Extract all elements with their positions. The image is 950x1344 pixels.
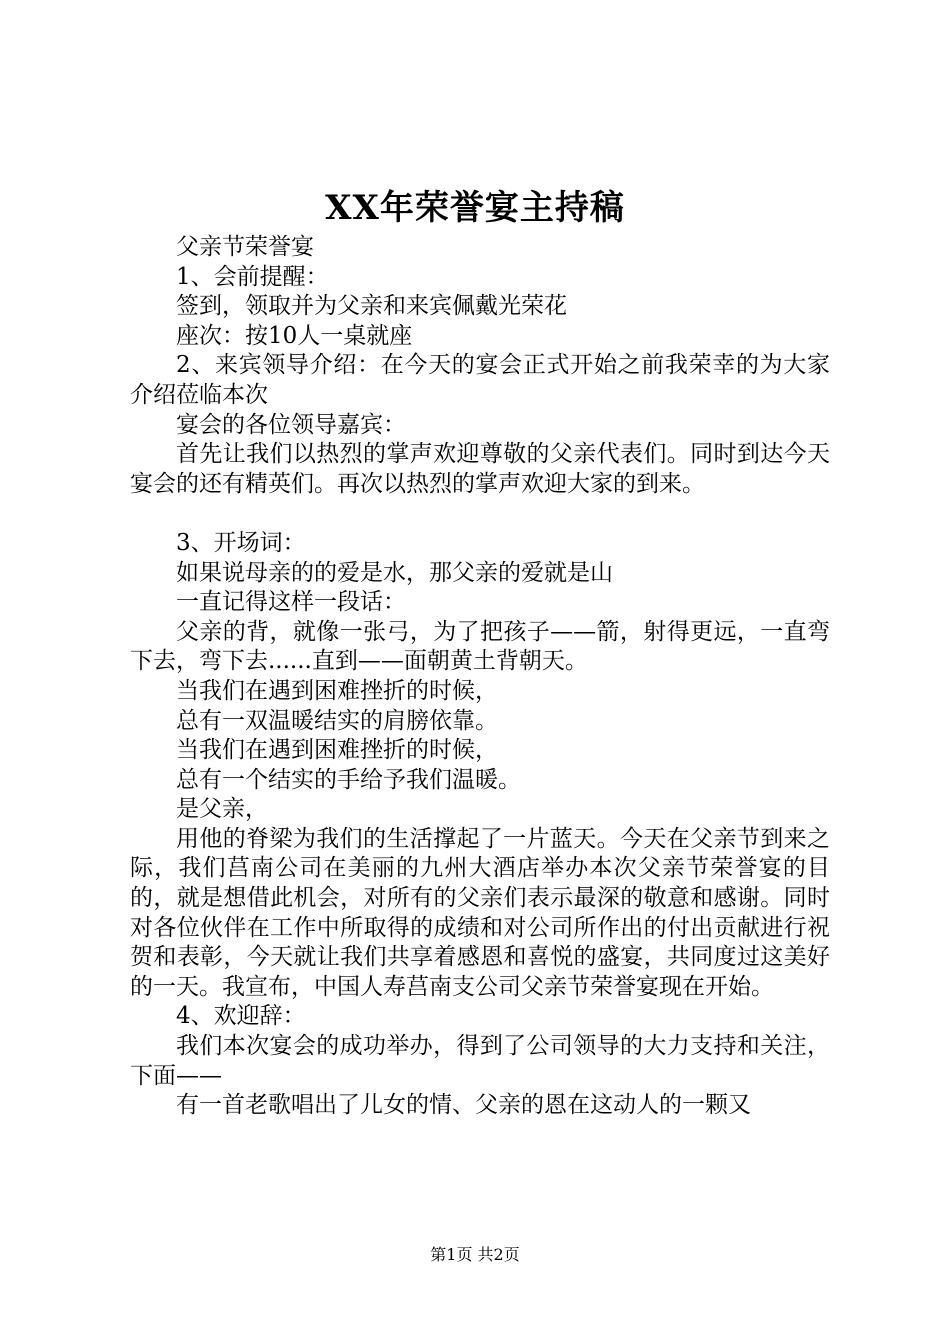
paragraph-opening-speech: 用他的脊梁为我们的生活撑起了一片蓝天。今天在父亲节到来之际，我们莒南公司在美丽的九州大酒店举办本次父亲节荣誉宴的目的，就是想借此机会，对所有的父亲们表示最深的敬意和感谢。同时对各位伙伴在工作中所取得的成绩和对公司所作出的付出贡献进行祝贺和表彰，今天就让我们共享着感恩和喜悦的盛宴，共同度过这美好的一天。我宣布，中国人寿莒南支公司父亲节荣誉宴现在开始。 <box>130 825 830 1000</box>
paragraph-subtitle: 父亲节荣誉宴 <box>176 234 314 260</box>
document-title: XX年荣誉宴主持稿 <box>325 188 625 228</box>
document-body <box>130 233 830 1121</box>
paragraph-old-song: 有一首老歌唱出了儿女的情、父亲的恩在这动人的一颗又 <box>176 1092 751 1119</box>
paragraph-section-3-heading: 3、开场词： <box>176 529 306 556</box>
paragraph-fathers-back: 父亲的背，就像一张弓，为了把孩子——箭，射得更远，一直弯下去，弯下去......直到——面朝黄土背朝天。 <box>130 618 830 675</box>
paragraph-shoulders: 总有一双温暖结实的肩膀依靠。 <box>176 707 498 734</box>
paragraph-warm-hand: 总有一个结实的手给予我们温暖。 <box>176 766 521 793</box>
paragraph-seating: 座次：按10人一桌就座 <box>176 322 413 349</box>
paragraph-hardship-2: 当我们在遇到困难挫折的时候， <box>176 737 498 764</box>
blank-line <box>130 499 830 529</box>
paragraph-signin: 签到，领取并为父亲和来宾佩戴光荣花 <box>176 293 567 320</box>
paragraph-section-4-heading: 4、欢迎辞： <box>176 1003 306 1030</box>
paragraph-support: 我们本次宴会的成功举办，得到了公司领导的大力支持和关注，下面—— <box>130 1033 830 1089</box>
page-footer: 第1页 共2页 <box>430 1245 520 1264</box>
paragraph-is-father: 是父亲， <box>176 796 268 823</box>
paragraph-hardship-1: 当我们在遇到困难挫折的时候， <box>176 677 498 704</box>
paragraph-section-1-heading: 1、会前提醒： <box>176 263 329 290</box>
paragraph-mother-father: 如果说母亲的的爱是水，那父亲的爱就是山 <box>176 559 613 586</box>
paragraph-remember: 一直记得这样一段话： <box>176 589 406 616</box>
paragraph-guests: 宴会的各位领导嘉宾： <box>176 411 406 438</box>
paragraph-welcome-applause: 首先让我们以热烈的掌声欢迎尊敬的父亲代表们。同时到达今天宴会的还有精英们。再次以热烈的掌声欢迎大家的到来。 <box>130 441 830 497</box>
paragraph-section-2-heading: 2、来宾领导介绍：在今天的宴会正式开始之前我荣幸的为大家介绍莅临本次 <box>130 352 830 408</box>
